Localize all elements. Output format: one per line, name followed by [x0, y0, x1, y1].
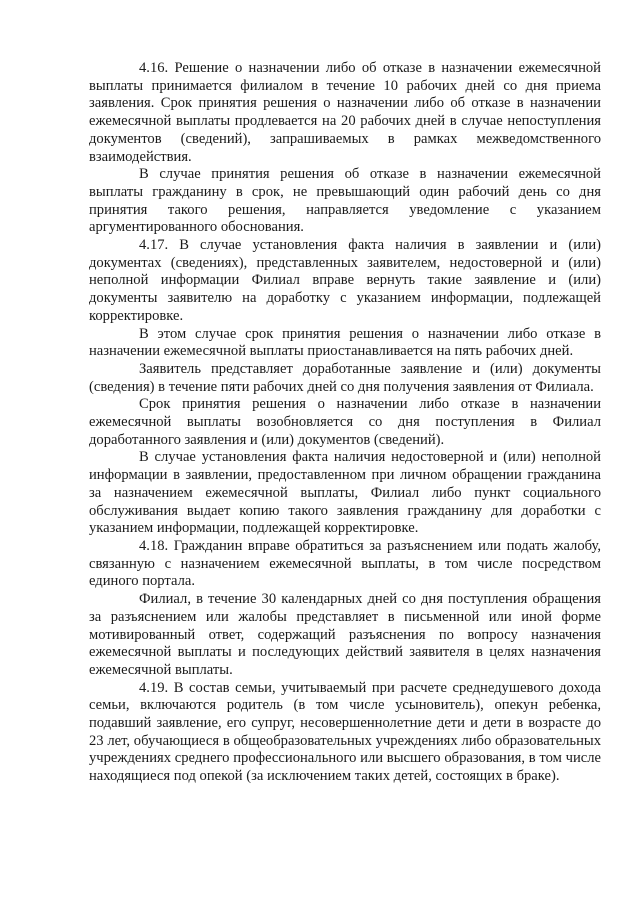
paragraph-refusal-notice: В случае принятия решения об отказе в назначении ежемесячной выплаты гражданину в срок, не превышающий один рабочий день со дня принятия такого решения, направляется уведомление с указанием аргументированного обоснования. [89, 166, 601, 236]
paragraph-response-term: Филиал, в течение 30 календарных дней со дня поступления обращения за разъяснением или жалобы представляет в письменной или иной форме мотивированный ответ, содержащий разъяснения по вопросу назначения ежемесячной выплаты и последующих действий заявителя в целях назначения ежемесячной выплаты. [89, 591, 601, 678]
paragraph-4-17: 4.17. В случае установления факта наличия в заявлении и (или) документах (сведениях), представленных заявителем, недостоверной и (или) неполной информации Филиал вправе вернуть такие заявление и (или) документы заявителю на доработку с указанием информации, подлежащей корректировке. [89, 237, 601, 324]
paragraph-term-suspension: В этом случае срок принятия решения о назначении либо отказе в назначении ежемесячной выплаты приостанавливается на пять рабочих дней. [89, 325, 601, 360]
document-body [89, 60, 601, 786]
paragraph-personal-appeal: В случае установления факта наличия недостоверной и (или) неполной информации в заявлении, предоставленном при личном обращении гражданина за назначением ежемесячной выплаты, Филиал либо пункт социального обслуживания выдает копию такого заявления гражданину для доработки с указанием информации, подлежащей корректировке. [89, 449, 601, 537]
paragraph-4-16: 4.16. Решение о назначении либо об отказе в назначении ежемесячной выплаты принимается филиалом в течение 10 рабочих дней со дня приема заявления. Срок принятия решения о назначении либо об отказе в назначении ежемесячной выплаты продлевается на 20 рабочих дней в случае непоступления документов (сведений), запрашиваемых в рамках межведомственного взаимодействия. [89, 60, 601, 165]
paragraph-4-19: 4.19. В состав семьи, учитываемый при расчете среднедушевого дохода семьи, включаются родитель (в том числе усыновитель), опекун ребенка, подавший заявление, его супруг, несовершеннолетние дети и дети в возрасте до 23 лет, обучающиеся в общеобразовательных учреждениях либо образовательных учреждениях среднего профессионального или высшего образования, в том числе находящиеся под опекой (за исключением таких детей, состоящих в браке). [89, 679, 601, 785]
paragraph-4-18: 4.18. Гражданин вправе обратиться за разъяснением или подать жалобу, связанную с назначением ежемесячной выплаты, в том числе посредством единого портала. [89, 537, 601, 590]
paragraph-resubmission: Заявитель представляет доработанные заявление и (или) документы (сведения) в течение пяти рабочих дней со дня получения заявления от Филиала. [89, 360, 601, 395]
paragraph-term-resumption: Срок принятия решения о назначении либо отказе в назначении ежемесячной выплаты возобновляется со дня поступления в Филиал доработанного заявления и (или) документов (сведений). [89, 396, 601, 448]
